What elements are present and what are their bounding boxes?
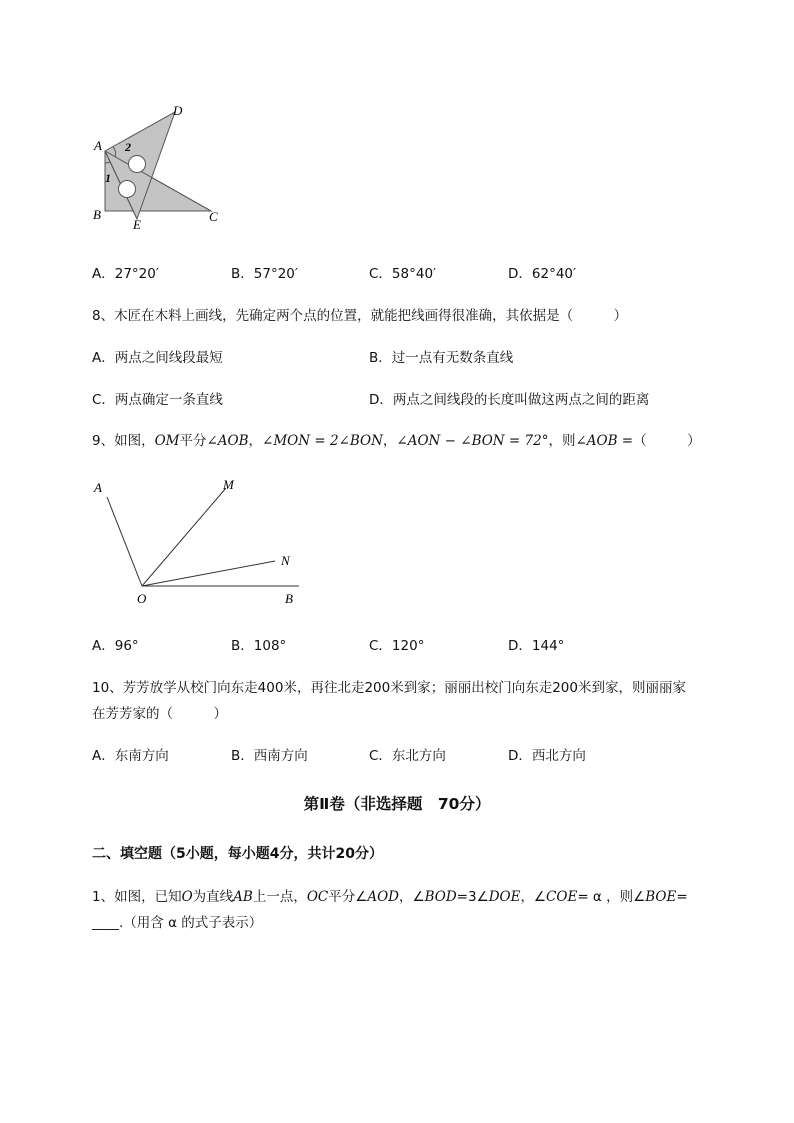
q7-option-b[interactable]: B．57°20′	[231, 266, 298, 282]
q10-option-d[interactable]: D．西北方向	[508, 748, 586, 764]
label-o: O	[137, 591, 147, 606]
fill1-line2: ____.（用含 α 的式子表示）	[92, 915, 263, 931]
q8-option-d[interactable]: D．两点之间线段的长度叫做这两点之间的距离	[369, 392, 650, 408]
q7-option-a[interactable]: A．27°20′	[92, 266, 159, 282]
fill1-t8: = α ，则∠	[577, 889, 646, 905]
q9-sep1: ，	[248, 433, 263, 449]
fill1-t7: ，∠	[520, 889, 547, 905]
fill1-oc: OC	[306, 889, 329, 905]
q9-option-b[interactable]: B．108°	[231, 638, 287, 654]
label-d: D	[173, 103, 183, 118]
fill1-t1: 1、如图，已知	[92, 889, 182, 905]
q7-option-d[interactable]: D．62°40′	[508, 266, 577, 282]
label-n: N	[281, 553, 290, 568]
fill1-doe: DOE	[488, 889, 521, 905]
q9-angle-aon: ∠AON − ∠BON = 72°	[396, 433, 549, 449]
label-angle-1: 1	[105, 171, 111, 185]
fill1-t5: ，∠	[399, 889, 425, 905]
q8-question: 8、木匠在木料上画线，先确定两个点的位置，就能把线画得很准确，其依据是（ ）	[92, 308, 628, 324]
ray-oa	[107, 497, 142, 586]
q10-option-b[interactable]: B．西南方向	[231, 748, 308, 764]
q9-sep3: ，则	[548, 433, 576, 449]
label-c: C	[209, 209, 218, 224]
hole-circle-lower	[119, 181, 136, 198]
fill1-t9: =	[676, 889, 688, 905]
label-e: E	[133, 217, 141, 232]
q9-om: OM	[154, 433, 180, 449]
q9-option-a[interactable]: A．96°	[92, 638, 139, 654]
section2-title: 二、填空题（5小题，每小题4分，共计20分）	[92, 846, 383, 862]
q9-suffix: （ ）	[633, 433, 701, 449]
hole-circle-upper	[129, 156, 146, 173]
fill1-line1	[92, 885, 688, 905]
q10-question-line1: 10、芳芳放学从校门向东走400米，再往北走200米到家；丽丽出校门向东走200米到家，则丽丽家	[92, 680, 686, 696]
q9-angle-aob: ∠AOB	[206, 433, 249, 449]
q9-angle-aob-ask: ∠AOB =	[575, 433, 634, 449]
fill1-ab: AB	[233, 889, 253, 905]
q7-option-c[interactable]: C．58°40′	[369, 266, 437, 282]
q9-prefix: 9、如图，	[92, 433, 155, 449]
q9-mid1: 平分	[179, 433, 207, 449]
q8-option-b[interactable]: B．过一点有无数条直线	[369, 350, 514, 366]
part2-title: 第Ⅱ卷（非选择题 70分）	[303, 795, 491, 813]
q9-angle-mon: ∠MON = 2∠BON	[262, 433, 383, 449]
q8-option-c[interactable]: C．两点确定一条直线	[92, 392, 223, 408]
label-b2: B	[285, 591, 293, 606]
label-m: M	[223, 477, 234, 492]
fill1-boe: BOE	[645, 889, 677, 905]
label-a: A	[94, 138, 102, 153]
fill1-t6: =3∠	[456, 889, 489, 905]
q9-question	[92, 429, 701, 449]
q10-option-c[interactable]: C．东北方向	[369, 748, 446, 764]
label-angle-2: 2	[125, 140, 131, 154]
label-a2: A	[94, 480, 102, 495]
angle-figure	[85, 470, 310, 610]
fill1-bod: BOD	[424, 889, 457, 905]
label-b: B	[93, 207, 101, 222]
q10-option-a[interactable]: A．东南方向	[92, 748, 169, 764]
q10-question-line2: 在芳芳家的（ ）	[92, 706, 227, 722]
fill1-aod: AOD	[367, 889, 399, 905]
ray-om	[142, 488, 226, 586]
fill1-t3: 上一点，	[252, 889, 307, 905]
fill1-t4: 平分∠	[328, 889, 368, 905]
fill1-o: O	[181, 889, 193, 905]
q9-option-c[interactable]: C．120°	[369, 638, 425, 654]
fill1-t2: 为直线	[192, 889, 234, 905]
q9-option-d[interactable]: D．144°	[508, 638, 565, 654]
fill1-coe: COE	[546, 889, 578, 905]
q8-option-a[interactable]: A．两点之间线段最短	[92, 350, 223, 366]
triangle-figure	[85, 100, 230, 235]
q9-sep2: ，	[382, 433, 397, 449]
ray-on	[142, 561, 275, 586]
